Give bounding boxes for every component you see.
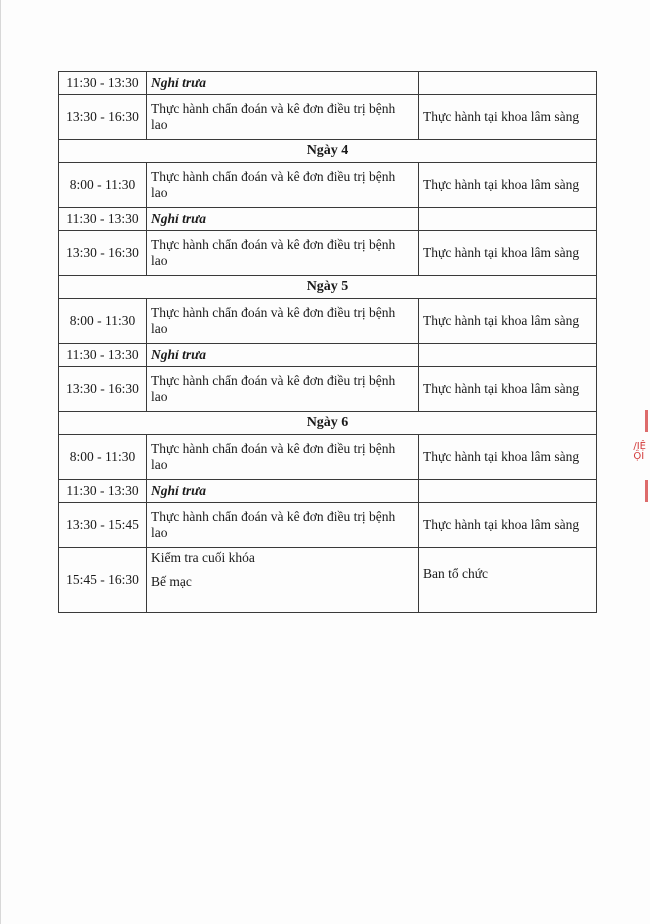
schedule-row — [59, 367, 597, 412]
break-row — [59, 480, 597, 503]
time-cell: 8:00 - 11:30 — [59, 163, 147, 208]
time-cell: 13:30 - 16:30 — [59, 367, 147, 412]
location-cell: Thực hành tại khoa lâm sàng — [419, 299, 597, 344]
day-header-row — [59, 276, 597, 299]
day-label: Ngày 6 — [59, 412, 597, 435]
activity-line: Bế mạc — [151, 573, 192, 589]
time-cell: 13:30 - 16:30 — [59, 95, 147, 140]
stamp-text: /IỆ ỘI — [633, 441, 646, 462]
activity-cell: Thực hành chẩn đoán và kê đơn điều trị bệnh lao — [147, 299, 419, 344]
break-label: Nghỉ trưa — [147, 72, 419, 95]
location-cell — [419, 72, 597, 95]
time-cell: 8:00 - 11:30 — [59, 435, 147, 480]
break-row — [59, 344, 597, 367]
location-cell: Thực hành tại khoa lâm sàng — [419, 95, 597, 140]
location-cell: Thực hành tại khoa lâm sàng — [419, 231, 597, 276]
day-header-row — [59, 412, 597, 435]
schedule-row — [59, 435, 597, 480]
time-cell: 11:30 - 13:30 — [59, 344, 147, 367]
activity-cell: Thực hành chẩn đoán và kê đơn điều trị bệnh lao — [147, 367, 419, 412]
time-cell: 15:45 - 16:30 — [59, 548, 147, 613]
location-cell: Ban tổ chức — [419, 548, 597, 613]
stamp-stroke — [645, 480, 648, 502]
schedule-row — [59, 503, 597, 548]
location-cell — [419, 208, 597, 231]
location-cell: Thực hành tại khoa lâm sàng — [419, 435, 597, 480]
break-row — [59, 208, 597, 231]
activity-cell: Thực hành chẩn đoán và kê đơn điều trị bệnh lao — [147, 435, 419, 480]
time-cell: 11:30 - 13:30 — [59, 72, 147, 95]
red-stamp-fragment — [632, 410, 650, 510]
activity-cell: Thực hành chẩn đoán và kê đơn điều trị bệnh lao — [147, 231, 419, 276]
day-header-row — [59, 140, 597, 163]
time-cell: 8:00 - 11:30 — [59, 299, 147, 344]
time-cell: 11:30 - 13:30 — [59, 208, 147, 231]
time-cell: 13:30 - 16:30 — [59, 231, 147, 276]
day-label: Ngày 5 — [59, 276, 597, 299]
schedule-row — [59, 548, 597, 613]
location-cell: Thực hành tại khoa lâm sàng — [419, 367, 597, 412]
schedule-body — [59, 72, 597, 613]
schedule-row — [59, 299, 597, 344]
day-label: Ngày 4 — [59, 140, 597, 163]
schedule-row — [59, 163, 597, 208]
location-cell: Thực hành tại khoa lâm sàng — [419, 163, 597, 208]
activity-cell — [147, 548, 419, 613]
activity-cell: Thực hành chẩn đoán và kê đơn điều trị bệnh lao — [147, 503, 419, 548]
schedule-row — [59, 95, 597, 140]
activity-cell: Thực hành chẩn đoán và kê đơn điều trị bệnh lao — [147, 163, 419, 208]
break-label: Nghỉ trưa — [147, 480, 419, 503]
break-row — [59, 72, 597, 95]
schedule-row — [59, 231, 597, 276]
location-cell: Thực hành tại khoa lâm sàng — [419, 503, 597, 548]
activity-cell: Thực hành chẩn đoán và kê đơn điều trị bệnh lao — [147, 95, 419, 140]
location-cell — [419, 344, 597, 367]
time-cell: 13:30 - 15:45 — [59, 503, 147, 548]
schedule-table — [58, 71, 597, 613]
time-cell: 11:30 - 13:30 — [59, 480, 147, 503]
location-cell — [419, 480, 597, 503]
break-label: Nghỉ trưa — [147, 208, 419, 231]
page-edge — [0, 0, 1, 924]
stamp-stroke — [645, 410, 648, 432]
break-label: Nghỉ trưa — [147, 344, 419, 367]
activity-line: Kiểm tra cuối khóa — [151, 550, 255, 565]
